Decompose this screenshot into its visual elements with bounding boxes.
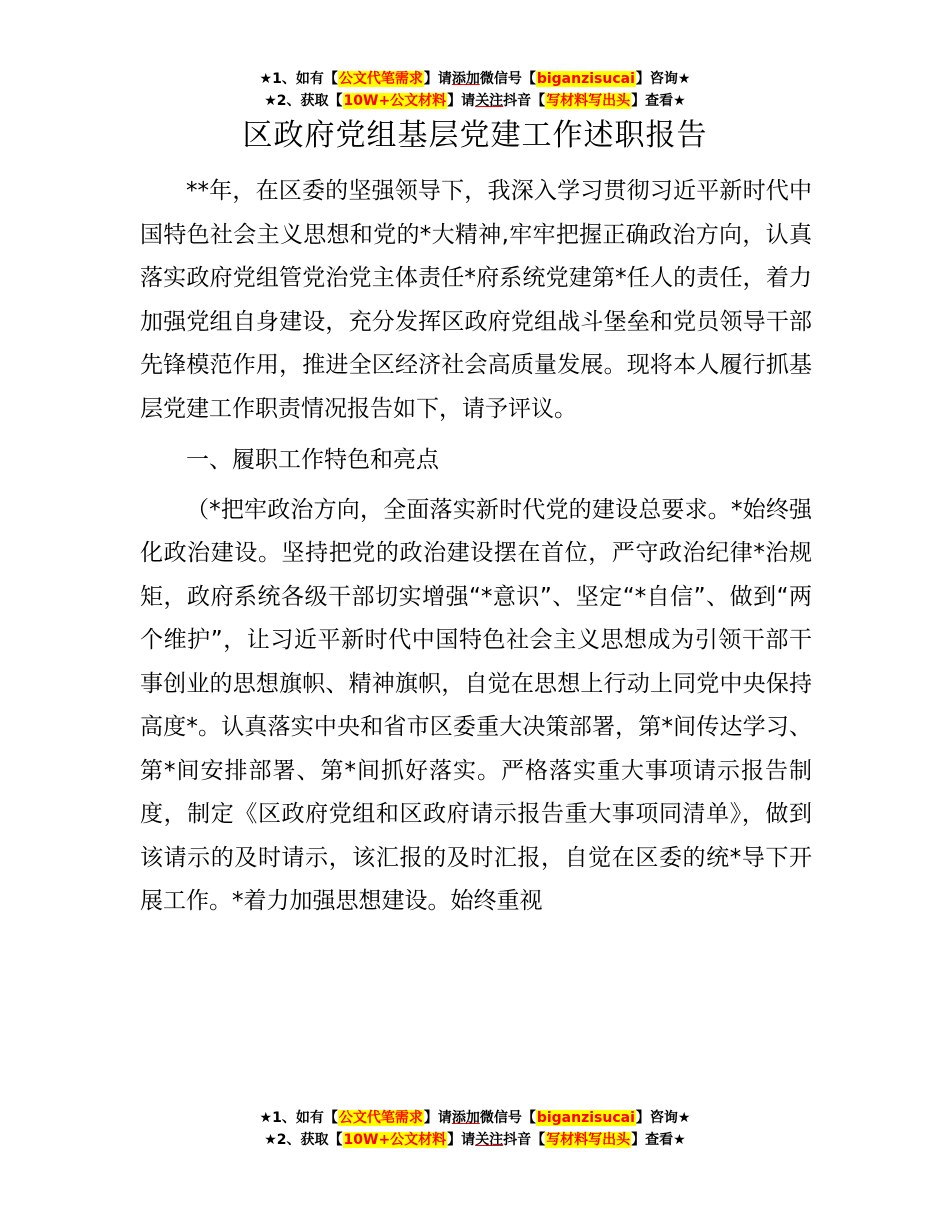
highlight-text: 写材料写出头: [546, 1132, 631, 1148]
section-heading: 一、履职工作特色和亮点: [186, 447, 439, 473]
highlight-text: 写材料写出头: [546, 93, 631, 109]
banner-text: 】请: [423, 71, 452, 87]
banner-text: 】咨询★: [635, 1110, 691, 1126]
banner-line-1: [0, 1107, 950, 1129]
body-paragraph: （*把牢政治方向，全面落实新时代党的建设总要求。*始终强化政治建设。坚持把党的政治建设摆在首位，严守政治纪律*治规矩，政府系统各级干部切实增强“*意识”、坚定“*自信”、做到“两个维护”，让习近平新时代中国特色社会主义思想成为引领干部干事创业的思想旗帜、精神旗帜，自觉在思想上行动上同党中央保持高度*。认真落实中央和省市区委重大决策部署，第*间传达学习、第*间安排部署、第*间抓好落实。严格落实重大事项请示报告制度，制定《区政府党组和区政府请示报告重大事项同清单》，做到该请示的及时请示，该汇报的及时汇报，自觉在区委的统*导下开展工作。*着力加强思想建设。始终重视: [140, 496, 813, 914]
document-title: 区政府党组基层党建工作述职报告: [242, 118, 708, 153]
banner-text: ★2、获取【: [264, 1132, 343, 1148]
underlined-text: 添加: [451, 71, 480, 87]
header-banner: [0, 68, 950, 112]
banner-text: ★1、如有【: [259, 1110, 338, 1126]
footer-banner: [0, 1107, 950, 1151]
banner-line-2: [0, 90, 950, 112]
body-paragraph: **年，在区委的坚强领导下，我深入学习贯彻习近平新时代中国特色社会主义思想和党的*大精神,牢牢把握正确政治方向，认真落实政府党组管党治党主体责任*府系统党建第*任人的责任，着力加强党组自身建设，充分发挥区政府党组战斗堡垒和党员领导干部先锋模范作用，推进全区经济社会高质量发展。现将本人履行抓基层党建工作职责情况报告如下，请予评议。: [140, 178, 812, 422]
banner-text: 微信号【: [479, 1110, 536, 1126]
underlined-text: 关注: [475, 93, 504, 109]
highlight-text: 10W+公文材料: [343, 1132, 447, 1148]
highlight-text: biganzisucai: [536, 1110, 635, 1126]
banner-text: 】咨询★: [635, 71, 691, 87]
banner-text: ★2、获取【: [264, 93, 343, 109]
banner-line-2: [0, 1129, 950, 1151]
document-body: [140, 170, 812, 924]
underlined-text: 关注: [475, 1132, 504, 1148]
banner-text: 】查看★: [631, 1132, 686, 1148]
banner-text: 】请: [423, 1110, 452, 1126]
highlight-text: 公文代笔需求: [338, 71, 423, 87]
banner-line-1: [0, 68, 950, 90]
banner-text: 】请: [447, 1132, 476, 1148]
underlined-text: 添加: [451, 1110, 480, 1126]
banner-text: 抖音【: [503, 93, 546, 109]
highlight-text: 10W+公文材料: [343, 93, 447, 109]
banner-text: 】请: [447, 93, 476, 109]
banner-text: 】查看★: [631, 93, 686, 109]
banner-text: 抖音【: [503, 1132, 546, 1148]
highlight-text: 公文代笔需求: [338, 1110, 423, 1126]
banner-text: ★1、如有【: [259, 71, 338, 87]
banner-text: 微信号【: [479, 71, 536, 87]
highlight-text: biganzisucai: [536, 71, 635, 87]
